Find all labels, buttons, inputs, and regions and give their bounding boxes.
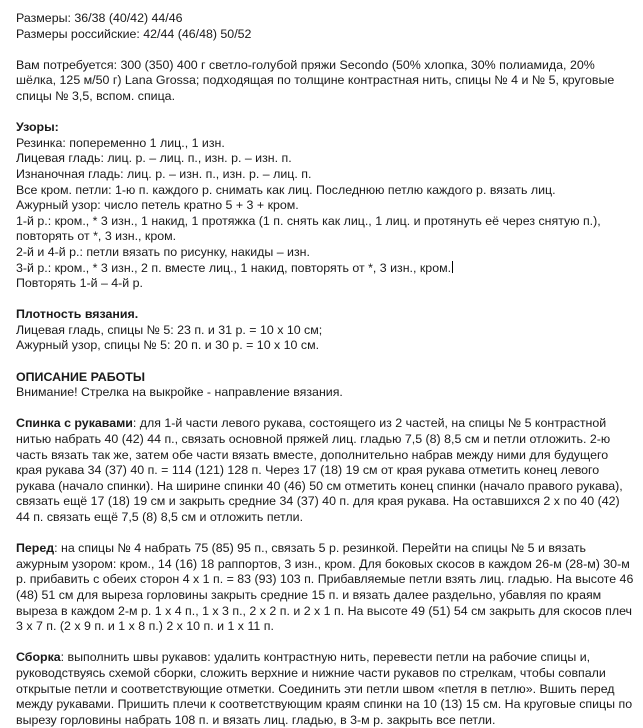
gauge-line: Лицевая гладь, спицы № 5: 23 п. и 31 р. = 10 х 10 см;	[16, 322, 323, 337]
front-paragraph	[16, 541, 634, 635]
pattern-line: 1-й р.: кром., * 3 изн., 1 накид, 1 протяжка (1 п. снять как лиц., 1 лиц. и протянуть её через снятую п.), повторять от *, 3 изн., кром.	[16, 213, 601, 244]
description-section	[16, 370, 634, 401]
back-heading: Спинка с рукавами	[16, 416, 133, 431]
pattern-line: Изнаночная гладь: лиц. р. – изн. п., изн. р. – лиц. п.	[16, 166, 312, 181]
pattern-line: 2-й и 4-й р.: петли вязать по рисунку, накиды – изн.	[16, 244, 310, 259]
pattern-line: Все кром. петли: 1-ю п. каждого р. снимать как лиц. Последнюю петлю каждого р. вязать лиц.	[16, 182, 556, 197]
gauge-heading: Плотность вязания.	[16, 307, 139, 322]
patterns-heading: Узоры:	[16, 120, 59, 135]
front-heading: Перед	[16, 541, 55, 556]
materials-paragraph: Вам потребуется: 300 (350) 400 г светло-голубой пряжи Secondo (50% хлопка, 30% полиамида, 20% шёлка, 125 м/50 г) Lana Grossa; подходящая по толщине контрастная нить, спицы № 4 и № 5, круговые спицы № 3,5, вспом. спица.	[16, 57, 615, 103]
pattern-line: Резинка: попеременно 1 лиц., 1 изн.	[16, 135, 225, 150]
gauge-section	[16, 307, 634, 354]
assembly-paragraph	[16, 650, 634, 728]
pattern-line: 3-й р.: кром., * 3 изн., 2 п. вместе лиц., 1 накид, повторять от *, 3 изн., кром.	[16, 260, 452, 275]
pattern-line: Ажурный узор: число петель кратно 5 + 3 + кром.	[16, 198, 299, 213]
assembly-text: : выполнить швы рукавов: удалить контрастную нить, перевести петли на рабочие спицы и, руководствуясь схемой сборки, сложить верхние и нижние части рукавов по стрелкам, чтобы совпали открытые петли и соответствующие отметки. Соединить эти петли швом «петля в петлю». Вшить перед между рукавами. Пришить плечи к соответствующим краям спинки на 10 (13) 15 см. На круговые спицы по вырезу горловины набрать 108 п. и вязать лиц. гладью, в 3-м р. закрыть все петли.	[16, 650, 633, 727]
sizes-line: Размеры: 36/38 (40/42) 44/46	[16, 11, 183, 25]
pattern-line: Лицевая гладь: лиц. р. – лиц. п., изн. р. – изн. п.	[16, 151, 292, 166]
back-text: : для 1-й части левого рукава, состоящего из 2 частей, на спицы № 5 контрастной нитью набрать 40 (42) 44 п., связать основной пряжей лиц. гладью 7,5 (8) 8,5 см и петли отложить. 2-ю часть вязать так же, затем обе части вязать вместе, дополнительно набрав между ними для будущего края рукава 34 (37) 40 п. = 114 (121) 128 п. Через 17 (18) 19 см от края рукава отметить конец левого рукава (начало спинки). На ширине спинки 40 (46) 50 см отметить конец спинки (начало правого рукава), связать ещё 17 (18) 19 см и закрыть средние 34 (37) 40 п. для края рукава. На оставшихся 2 х по 40 (42) 44 п. связать ещё 7,5 (8) 8,5 см и отложить петли.	[16, 416, 623, 524]
back-paragraph	[16, 416, 634, 525]
sizes-ru-line: Размеры российские: 42/44 (46/48) 50/52	[16, 26, 252, 41]
description-note: Внимание! Стрелка на выкройке - направление вязания.	[16, 385, 343, 400]
text-cursor	[452, 261, 453, 273]
description-heading: ОПИСАНИЕ РАБОТЫ	[16, 369, 145, 384]
assembly-heading: Сборка	[16, 650, 61, 665]
front-text: : на спицы № 4 набрать 75 (85) 95 п., связать 5 р. резинкой. Перейти на спицы № 5 и вязать ажурным узором: кром., 14 (16) 18 раппортов, 3 изн., кром. Для боковых скосов в каждом 26-м (28-м) 30-м р. прибавить с обеих сторон 4 х 1 п. = 83 (93) 103 п. Прибавляемые петли взять лиц. гладью. На высоте 46 (48) 51 см для выреза горловины закрыть средние 15 п. и вязать далее раздельно, убавляя по краям выреза в каждом 2-м р. 1 х 4 п., 1 х 3 п., 2 х 2 п. и 2 х 1 п. На высоте 49 (51) 54 см закрыть для скосов плеч 3 х 7 п. (2 х 9 п. и 1 х 8 п.) 2 х 10 п. и 1 х 11 п.	[16, 541, 634, 634]
pattern-line: Повторять 1-й – 4-й р.	[16, 276, 143, 291]
gauge-line: Ажурный узор, спицы № 5: 20 п. и 30 р. = 10 х 10 см.	[16, 338, 320, 353]
patterns-section	[16, 120, 634, 292]
